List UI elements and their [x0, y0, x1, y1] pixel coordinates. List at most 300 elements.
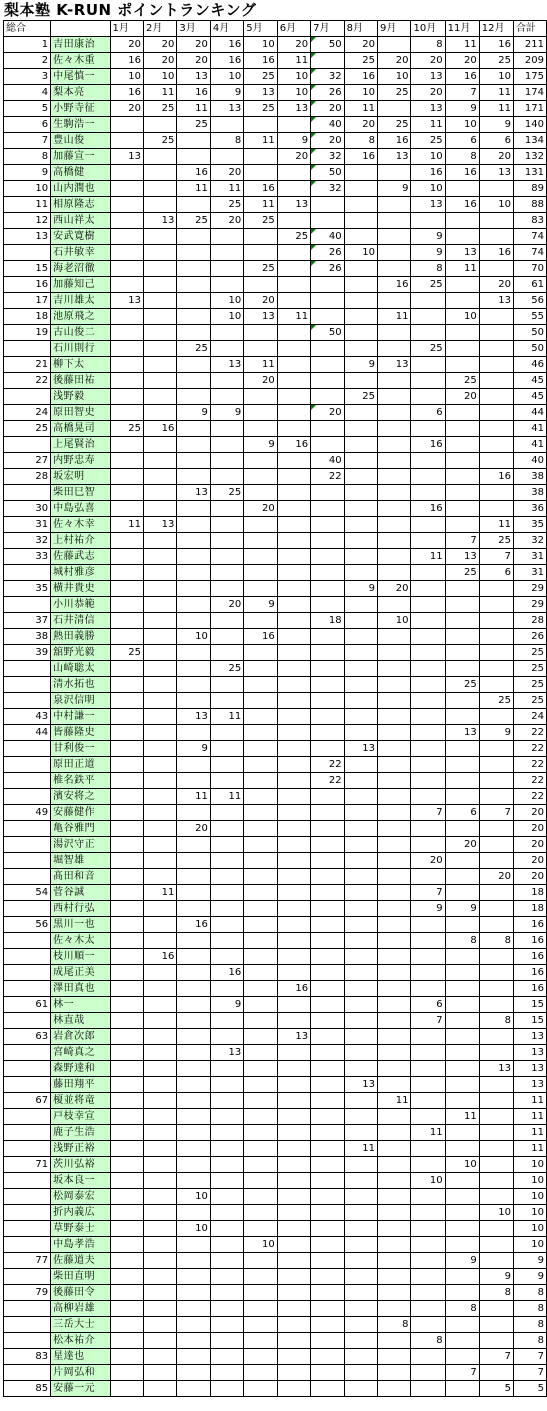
table-row: [4, 1157, 547, 1173]
name-cell: 草野泰士: [51, 1221, 110, 1237]
total-points-cell: 22: [513, 757, 546, 773]
month-points-cell: [244, 645, 277, 661]
month-points-cell: [210, 1381, 243, 1397]
month-points-cell: [311, 197, 344, 213]
table-row: [4, 677, 547, 693]
month-points-cell: 10: [277, 69, 310, 85]
month-points-cell: [177, 549, 210, 565]
month-points-cell: 20: [210, 165, 243, 181]
month-points-cell: [411, 1349, 445, 1365]
month-points-cell: [479, 901, 513, 917]
month-points-cell: [277, 453, 310, 469]
month-points-cell: [445, 453, 479, 469]
month-points-cell: [110, 1093, 143, 1109]
month-points-cell: [344, 533, 377, 549]
month-points-cell: [378, 421, 411, 437]
total-points-cell: 8: [513, 1301, 546, 1317]
month-points-cell: [177, 757, 210, 773]
month-points-cell: [110, 1365, 143, 1381]
month-points-cell: [311, 1221, 344, 1237]
month-points-cell: [311, 1253, 344, 1269]
month-points-cell: [210, 1189, 243, 1205]
total-points-cell: 55: [513, 309, 546, 325]
month-points-cell: [311, 181, 344, 197]
month-points-cell: [311, 757, 344, 773]
month-points-cell: [277, 629, 310, 645]
month-points-cell: [177, 901, 210, 917]
month-points-cell: [344, 1029, 377, 1045]
month-points-cell: [244, 1109, 277, 1125]
month-points-cell: [277, 517, 310, 533]
month-points-cell: [177, 149, 210, 165]
month-points-cell: [110, 533, 143, 549]
rank-cell: [4, 1045, 51, 1061]
month-points-cell: [143, 725, 176, 741]
month-points-cell: [277, 1221, 310, 1237]
table-row: [4, 1381, 547, 1397]
month-points-cell: [143, 437, 176, 453]
month-points-cell: 9: [445, 1253, 479, 1269]
month-points-cell: 13: [378, 149, 411, 165]
total-points-cell: 25: [513, 693, 546, 709]
month-points-cell: 13: [479, 165, 513, 181]
month-points-value: 26: [328, 263, 342, 274]
month-points-cell: [479, 997, 513, 1013]
month-points-cell: [311, 837, 344, 853]
month-points-cell: 16: [479, 469, 513, 485]
name-cell: 安藤一元: [51, 1381, 110, 1397]
month-points-cell: [110, 725, 143, 741]
month-points-cell: [143, 165, 176, 181]
month-points-cell: [110, 1173, 143, 1189]
total-points-cell: 61: [513, 277, 546, 293]
comment-marker-icon: [311, 37, 316, 42]
month-points-cell: 13: [411, 101, 445, 117]
month-points-cell: 9: [244, 597, 277, 613]
table-row: [4, 1205, 547, 1221]
table-row: [4, 1253, 547, 1269]
table-row: [4, 277, 547, 293]
month-points-cell: [411, 1301, 445, 1317]
month-points-cell: [210, 549, 243, 565]
month-points-cell: 25: [411, 277, 445, 293]
month-points-cell: 13: [378, 357, 411, 373]
month-points-cell: [143, 981, 176, 997]
total-points-cell: 11: [513, 1125, 546, 1141]
table-row: [4, 741, 547, 757]
rank-cell: 4: [4, 85, 51, 101]
total-points-cell: 10: [513, 1189, 546, 1205]
month-points-cell: [378, 1253, 411, 1269]
rank-cell: 8: [4, 149, 51, 165]
month-points-cell: 20: [277, 37, 310, 53]
month-points-cell: [311, 549, 344, 565]
month-points-cell: [210, 373, 243, 389]
header-cell-month: 11月: [445, 21, 479, 37]
month-points-value: 50: [328, 327, 342, 338]
name-cell: 椎名鉄平: [51, 773, 110, 789]
month-points-cell: [344, 261, 377, 277]
month-points-cell: [411, 869, 445, 885]
rank-cell: [4, 485, 51, 501]
total-points-cell: 32: [513, 533, 546, 549]
month-points-cell: [244, 725, 277, 741]
month-points-cell: [177, 869, 210, 885]
month-points-cell: [177, 949, 210, 965]
month-points-cell: [277, 805, 310, 821]
month-points-cell: 10: [177, 629, 210, 645]
month-points-cell: [210, 837, 243, 853]
table-row: [4, 1173, 547, 1189]
table-row: [4, 133, 547, 149]
month-points-cell: [244, 1077, 277, 1093]
month-points-cell: [344, 197, 377, 213]
total-points-cell: 50: [513, 325, 546, 341]
total-points-cell: 50: [513, 341, 546, 357]
total-points-cell: 25: [513, 661, 546, 677]
month-points-cell: 16: [143, 949, 176, 965]
month-points-cell: [378, 805, 411, 821]
header-cell-month: 7月: [311, 21, 344, 37]
month-points-cell: [277, 485, 310, 501]
month-points-cell: [277, 1333, 310, 1349]
month-points-cell: [311, 901, 344, 917]
month-points-cell: [177, 373, 210, 389]
month-points-cell: [311, 805, 344, 821]
month-points-cell: [277, 549, 310, 565]
month-points-cell: 7: [445, 1365, 479, 1381]
rank-cell: 15: [4, 261, 51, 277]
month-points-cell: [344, 1157, 377, 1173]
month-points-cell: 10: [479, 197, 513, 213]
name-cell: 城村雅彦: [51, 565, 110, 581]
rank-cell: [4, 1269, 51, 1285]
month-points-cell: [445, 1125, 479, 1141]
total-points-cell: 8: [513, 1285, 546, 1301]
month-points-cell: [110, 181, 143, 197]
month-points-cell: [143, 245, 176, 261]
name-cell: 原田智史: [51, 405, 110, 421]
month-points-cell: 16: [210, 965, 243, 981]
month-points-cell: [411, 757, 445, 773]
month-points-cell: [110, 197, 143, 213]
month-points-cell: 11: [210, 789, 243, 805]
month-points-cell: [344, 709, 377, 725]
month-points-cell: [378, 933, 411, 949]
month-points-cell: 11: [479, 85, 513, 101]
month-points-cell: [110, 965, 143, 981]
month-points-cell: [311, 293, 344, 309]
month-points-cell: 10: [210, 69, 243, 85]
month-points-cell: [244, 549, 277, 565]
comment-marker-icon: [311, 165, 316, 170]
total-points-cell: 9: [513, 1269, 546, 1285]
rank-cell: [4, 1173, 51, 1189]
month-points-cell: [143, 869, 176, 885]
month-points-cell: [244, 1349, 277, 1365]
table-row: [4, 725, 547, 741]
month-points-cell: 7: [479, 1349, 513, 1365]
month-points-cell: [244, 805, 277, 821]
total-points-cell: 10: [513, 1237, 546, 1253]
month-points-cell: [110, 1301, 143, 1317]
month-points-cell: [311, 1077, 344, 1093]
month-points-cell: [479, 421, 513, 437]
month-points-cell: [244, 1253, 277, 1269]
month-points-cell: [244, 581, 277, 597]
month-points-cell: [110, 1189, 143, 1205]
month-points-cell: [277, 1237, 310, 1253]
month-points-cell: [445, 1093, 479, 1109]
month-points-cell: [411, 661, 445, 677]
month-points-cell: [445, 469, 479, 485]
total-points-cell: 25: [513, 677, 546, 693]
month-points-cell: [378, 1189, 411, 1205]
month-points-cell: 20: [244, 373, 277, 389]
month-points-cell: [411, 485, 445, 501]
name-cell: 濱安将之: [51, 789, 110, 805]
rank-cell: [4, 677, 51, 693]
month-points-cell: [244, 453, 277, 469]
month-points-cell: [479, 773, 513, 789]
comment-marker-icon: [311, 181, 316, 186]
rank-cell: [4, 933, 51, 949]
rank-cell: [4, 1125, 51, 1141]
rank-cell: 32: [4, 533, 51, 549]
name-cell: 坂本良一: [51, 1173, 110, 1189]
rank-cell: 83: [4, 1349, 51, 1365]
month-points-cell: 16: [244, 181, 277, 197]
month-points-cell: [177, 805, 210, 821]
month-points-cell: 16: [411, 437, 445, 453]
name-cell: 林直哉: [51, 1013, 110, 1029]
month-points-cell: [244, 277, 277, 293]
month-points-cell: [344, 453, 377, 469]
table-row: [4, 325, 547, 341]
total-points-cell: 31: [513, 565, 546, 581]
month-points-cell: [177, 933, 210, 949]
month-points-cell: 20: [411, 53, 445, 69]
month-points-cell: [311, 917, 344, 933]
month-points-cell: [479, 1125, 513, 1141]
rank-cell: [4, 853, 51, 869]
month-points-cell: [411, 581, 445, 597]
month-points-cell: [177, 1093, 210, 1109]
month-points-cell: [479, 613, 513, 629]
table-row: [4, 1061, 547, 1077]
month-points-cell: 10: [445, 117, 479, 133]
month-points-cell: [177, 229, 210, 245]
table-row: [4, 373, 547, 389]
month-points-cell: 16: [344, 149, 377, 165]
name-cell: 池原飛之: [51, 309, 110, 325]
name-cell: 横井貴史: [51, 581, 110, 597]
month-points-cell: [411, 597, 445, 613]
month-points-value: 50: [328, 167, 342, 178]
name-cell: 安藤健作: [51, 805, 110, 821]
month-points-cell: [210, 933, 243, 949]
name-cell: 中島孝浩: [51, 1237, 110, 1253]
month-points-cell: [110, 981, 143, 997]
month-points-cell: [378, 1109, 411, 1125]
month-points-cell: [311, 1285, 344, 1301]
month-points-cell: [177, 645, 210, 661]
month-points-cell: [311, 1061, 344, 1077]
table-row: [4, 709, 547, 725]
month-points-cell: [277, 1349, 310, 1365]
month-points-cell: [445, 1285, 479, 1301]
month-points-cell: [479, 1237, 513, 1253]
rank-cell: [4, 693, 51, 709]
total-points-cell: 171: [513, 101, 546, 117]
month-points-cell: [411, 725, 445, 741]
total-points-cell: 31: [513, 549, 546, 565]
page-title: 梨本塾 K-RUN ポイントランキング: [4, 1, 257, 19]
month-points-cell: 13: [445, 725, 479, 741]
rank-cell: 11: [4, 197, 51, 213]
month-points-cell: [210, 773, 243, 789]
month-points-cell: [311, 645, 344, 661]
rank-cell: 31: [4, 517, 51, 533]
rank-cell: 37: [4, 613, 51, 629]
month-points-cell: [445, 613, 479, 629]
month-points-cell: [143, 917, 176, 933]
month-points-cell: 25: [344, 389, 377, 405]
comment-marker-icon: [311, 245, 316, 250]
month-points-cell: [479, 949, 513, 965]
table-row: [4, 1141, 547, 1157]
month-points-cell: [143, 597, 176, 613]
month-points-cell: 6: [479, 565, 513, 581]
total-points-cell: 89: [513, 181, 546, 197]
month-points-cell: [378, 1301, 411, 1317]
month-points-cell: [344, 821, 377, 837]
total-points-cell: 22: [513, 789, 546, 805]
month-points-cell: [378, 789, 411, 805]
month-points-cell: [479, 677, 513, 693]
month-points-cell: [344, 325, 377, 341]
month-points-cell: [344, 1253, 377, 1269]
month-points-cell: [479, 597, 513, 613]
month-points-cell: [110, 117, 143, 133]
month-points-cell: [445, 1381, 479, 1397]
month-points-cell: [110, 1253, 143, 1269]
month-points-cell: [143, 1205, 176, 1221]
month-points-cell: [445, 917, 479, 933]
month-points-cell: [479, 1189, 513, 1205]
table-row: [4, 997, 547, 1013]
name-cell: 佐藤道夫: [51, 1253, 110, 1269]
month-points-cell: [479, 325, 513, 341]
month-points-cell: [445, 277, 479, 293]
month-points-cell: 16: [177, 917, 210, 933]
month-points-cell: [143, 1269, 176, 1285]
name-cell: 坂宏明: [51, 469, 110, 485]
table-row: [4, 85, 547, 101]
month-points-cell: [479, 1029, 513, 1045]
name-cell: 高橋健: [51, 165, 110, 181]
rank-cell: 21: [4, 357, 51, 373]
month-points-cell: [277, 773, 310, 789]
month-points-cell: [378, 1029, 411, 1045]
month-points-cell: 13: [210, 101, 243, 117]
month-points-cell: 7: [445, 85, 479, 101]
total-points-cell: 38: [513, 469, 546, 485]
month-points-cell: [411, 965, 445, 981]
month-points-cell: [411, 1029, 445, 1045]
month-points-cell: [143, 1349, 176, 1365]
comment-marker-icon: [311, 85, 316, 90]
month-points-cell: [445, 421, 479, 437]
month-points-cell: [277, 597, 310, 613]
comment-marker-icon: [311, 405, 316, 410]
table-row: [4, 53, 547, 69]
month-points-cell: [344, 1381, 377, 1397]
month-points-cell: [311, 1045, 344, 1061]
rank-cell: 77: [4, 1253, 51, 1269]
month-points-cell: 11: [110, 517, 143, 533]
month-points-cell: [344, 757, 377, 773]
month-points-cell: [445, 853, 479, 869]
month-points-cell: [110, 1029, 143, 1045]
month-points-cell: 11: [445, 261, 479, 277]
month-points-cell: 25: [210, 197, 243, 213]
rank-cell: 67: [4, 1093, 51, 1109]
month-points-cell: [479, 1173, 513, 1189]
month-points-cell: 16: [445, 165, 479, 181]
month-points-cell: 10: [210, 309, 243, 325]
month-points-cell: [311, 1013, 344, 1029]
month-points-cell: [344, 981, 377, 997]
ranking-table-body: [4, 37, 547, 1397]
month-points-cell: [110, 1013, 143, 1029]
month-points-cell: [143, 1013, 176, 1029]
month-points-cell: [344, 1173, 377, 1189]
month-points-cell: [110, 1285, 143, 1301]
month-points-cell: 10: [344, 85, 377, 101]
month-points-cell: [344, 1093, 377, 1109]
month-points-cell: [378, 565, 411, 581]
month-points-cell: [177, 1237, 210, 1253]
month-points-cell: [244, 421, 277, 437]
month-points-cell: [110, 341, 143, 357]
month-points-cell: [143, 1109, 176, 1125]
name-cell: 相原隆志: [51, 197, 110, 213]
month-points-cell: [479, 629, 513, 645]
total-points-cell: 132: [513, 149, 546, 165]
month-points-cell: 11: [445, 1109, 479, 1125]
month-points-cell: 20: [479, 869, 513, 885]
name-cell: 鹿子生浩: [51, 1125, 110, 1141]
month-points-cell: [244, 1205, 277, 1221]
table-row: [4, 357, 547, 373]
total-points-cell: 20: [513, 821, 546, 837]
month-points-cell: [311, 613, 344, 629]
month-points-cell: [378, 37, 411, 53]
month-points-cell: 11: [143, 85, 176, 101]
table-row: [4, 869, 547, 885]
month-points-cell: [177, 1125, 210, 1141]
month-points-cell: 13: [411, 197, 445, 213]
month-points-cell: [277, 869, 310, 885]
month-points-cell: [378, 1269, 411, 1285]
total-points-cell: 20: [513, 869, 546, 885]
month-points-cell: [445, 1221, 479, 1237]
month-points-cell: [311, 821, 344, 837]
month-points-value: 20: [328, 135, 342, 146]
month-points-cell: [311, 725, 344, 741]
month-points-cell: [344, 1365, 377, 1381]
